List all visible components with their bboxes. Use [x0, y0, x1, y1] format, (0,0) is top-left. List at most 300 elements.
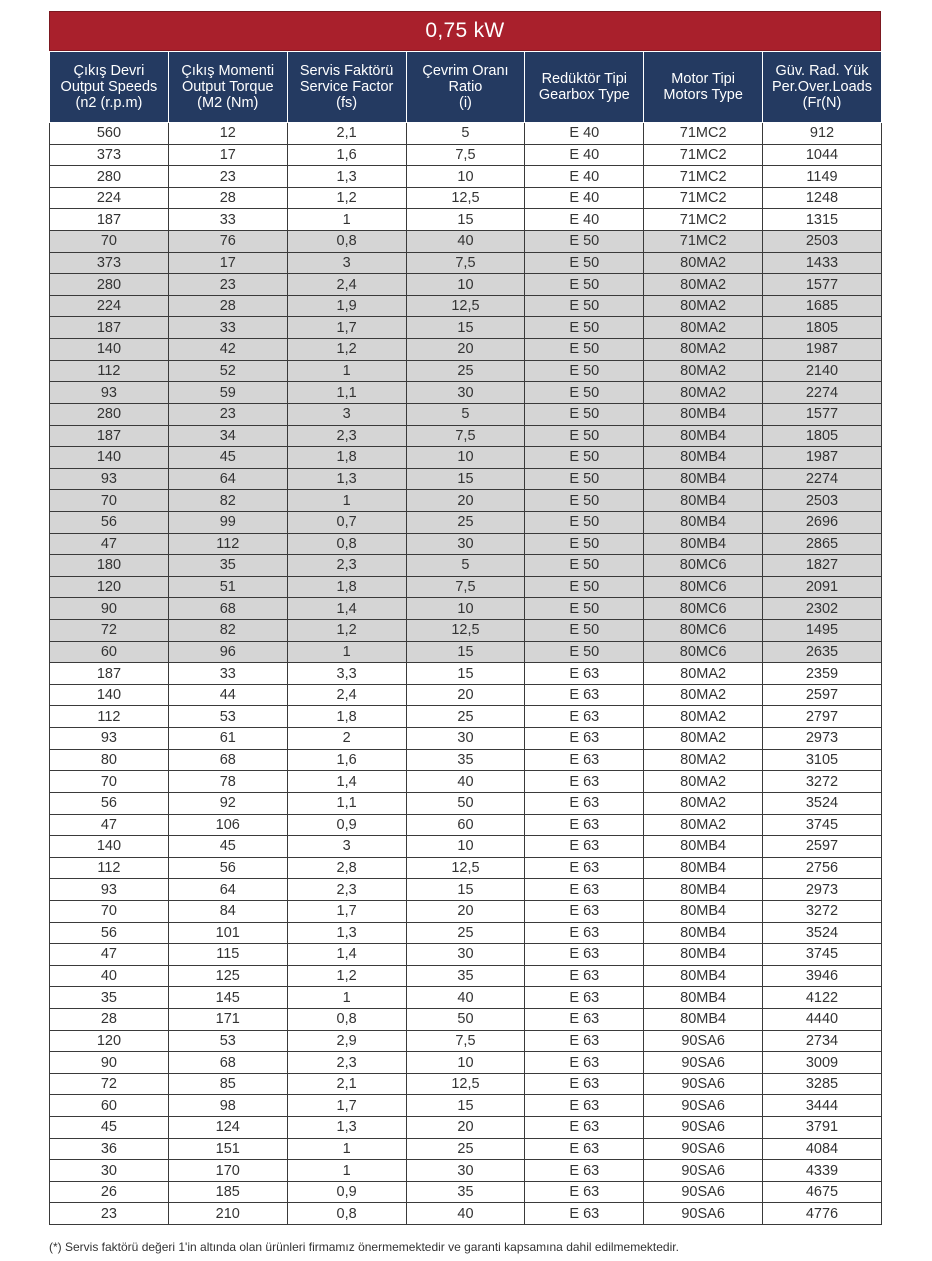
cell-load: 1805 — [763, 425, 882, 447]
cell-motor: 80MB4 — [644, 836, 763, 858]
cell-load: 2597 — [763, 684, 882, 706]
cell-speed: 35 — [50, 987, 169, 1009]
table-row — [50, 490, 882, 512]
cell-gearbox: E 63 — [525, 965, 644, 987]
header-overhung-load: Güv. Rad. Yük Per.Over.Loads (Fr(N) — [763, 52, 882, 123]
cell-gearbox: E 50 — [525, 468, 644, 490]
cell-torque: 85 — [168, 1073, 287, 1095]
cell-motor: 80MB4 — [644, 965, 763, 987]
cell-load: 2597 — [763, 836, 882, 858]
cell-gearbox: E 50 — [525, 317, 644, 339]
cell-ratio: 12,5 — [406, 857, 525, 879]
cell-load: 1577 — [763, 274, 882, 296]
cell-gearbox: E 50 — [525, 295, 644, 317]
cell-motor: 90SA6 — [644, 1052, 763, 1074]
cell-speed: 72 — [50, 620, 169, 642]
cell-motor: 80MC6 — [644, 598, 763, 620]
cell-motor: 80MB4 — [644, 879, 763, 901]
cell-load: 2756 — [763, 857, 882, 879]
cell-load: 1987 — [763, 447, 882, 469]
cell-motor: 80MA2 — [644, 663, 763, 685]
cell-gearbox: E 50 — [525, 641, 644, 663]
table-row — [50, 339, 882, 361]
cell-torque: 61 — [168, 728, 287, 750]
cell-motor: 80MA2 — [644, 360, 763, 382]
table-row — [50, 792, 882, 814]
cell-service-factor: 2,8 — [287, 857, 406, 879]
table-row — [50, 857, 882, 879]
cell-load: 2973 — [763, 879, 882, 901]
cell-ratio: 30 — [406, 1160, 525, 1182]
cell-torque: 17 — [168, 252, 287, 274]
cell-load: 3105 — [763, 749, 882, 771]
cell-torque: 82 — [168, 620, 287, 642]
cell-torque: 53 — [168, 706, 287, 728]
cell-ratio: 15 — [406, 468, 525, 490]
footnote: (*) Servis faktörü değeri 1'in altında olan ürünleri firmamız önermemektedir ve garanti kapsamına dahil edilmemektedir. — [49, 1240, 679, 1254]
cell-ratio: 12,5 — [406, 187, 525, 209]
cell-gearbox: E 50 — [525, 252, 644, 274]
table-row — [50, 836, 882, 858]
cell-torque: 51 — [168, 576, 287, 598]
cell-speed: 60 — [50, 1095, 169, 1117]
cell-ratio: 20 — [406, 490, 525, 512]
cell-ratio: 35 — [406, 749, 525, 771]
cell-ratio: 5 — [406, 123, 525, 145]
cell-service-factor: 2,3 — [287, 425, 406, 447]
cell-load: 3524 — [763, 922, 882, 944]
cell-speed: 187 — [50, 425, 169, 447]
cell-service-factor: 1,8 — [287, 706, 406, 728]
cell-motor: 80MA2 — [644, 382, 763, 404]
cell-speed: 70 — [50, 900, 169, 922]
cell-load: 912 — [763, 123, 882, 145]
cell-gearbox: E 50 — [525, 490, 644, 512]
cell-load: 1685 — [763, 295, 882, 317]
cell-speed: 70 — [50, 771, 169, 793]
cell-service-factor: 3 — [287, 252, 406, 274]
cell-motor: 71MC2 — [644, 231, 763, 253]
cell-torque: 28 — [168, 187, 287, 209]
cell-load: 1149 — [763, 166, 882, 188]
cell-torque: 112 — [168, 533, 287, 555]
table-row — [50, 187, 882, 209]
cell-motor: 80MB4 — [644, 987, 763, 1009]
cell-speed: 280 — [50, 274, 169, 296]
cell-gearbox: E 63 — [525, 987, 644, 1009]
table-row — [50, 684, 882, 706]
cell-service-factor: 2,9 — [287, 1030, 406, 1052]
cell-load: 2140 — [763, 360, 882, 382]
cell-speed: 23 — [50, 1203, 169, 1225]
cell-load: 2091 — [763, 576, 882, 598]
cell-service-factor: 1,4 — [287, 598, 406, 620]
cell-load: 2865 — [763, 533, 882, 555]
cell-load: 2797 — [763, 706, 882, 728]
cell-speed: 47 — [50, 533, 169, 555]
cell-torque: 125 — [168, 965, 287, 987]
cell-load: 1248 — [763, 187, 882, 209]
cell-ratio: 12,5 — [406, 1073, 525, 1095]
cell-ratio: 12,5 — [406, 295, 525, 317]
cell-service-factor: 1,7 — [287, 900, 406, 922]
cell-speed: 40 — [50, 965, 169, 987]
cell-gearbox: E 63 — [525, 836, 644, 858]
cell-service-factor: 2,3 — [287, 879, 406, 901]
table-row — [50, 1095, 882, 1117]
cell-motor: 80MC6 — [644, 555, 763, 577]
cell-ratio: 7,5 — [406, 576, 525, 598]
cell-load: 1433 — [763, 252, 882, 274]
table-row — [50, 1030, 882, 1052]
cell-ratio: 7,5 — [406, 425, 525, 447]
cell-ratio: 25 — [406, 922, 525, 944]
cell-gearbox: E 63 — [525, 706, 644, 728]
table-row — [50, 1203, 882, 1225]
cell-torque: 52 — [168, 360, 287, 382]
cell-service-factor: 1,7 — [287, 1095, 406, 1117]
cell-motor: 80MC6 — [644, 576, 763, 598]
cell-torque: 78 — [168, 771, 287, 793]
table-row — [50, 468, 882, 490]
cell-torque: 64 — [168, 468, 287, 490]
cell-motor: 80MA2 — [644, 317, 763, 339]
cell-torque: 17 — [168, 144, 287, 166]
cell-gearbox: E 50 — [525, 555, 644, 577]
cell-torque: 45 — [168, 447, 287, 469]
cell-torque: 124 — [168, 1117, 287, 1139]
cell-motor: 90SA6 — [644, 1117, 763, 1139]
cell-load: 2734 — [763, 1030, 882, 1052]
cell-service-factor: 1 — [287, 987, 406, 1009]
cell-torque: 68 — [168, 749, 287, 771]
table-row — [50, 447, 882, 469]
spec-table-container — [49, 11, 881, 1225]
cell-ratio: 25 — [406, 360, 525, 382]
table-row — [50, 598, 882, 620]
cell-speed: 112 — [50, 706, 169, 728]
header-gearbox-type: Redüktör Tipi Gearbox Type — [525, 52, 644, 123]
cell-gearbox: E 50 — [525, 511, 644, 533]
cell-torque: 145 — [168, 987, 287, 1009]
cell-service-factor: 0,8 — [287, 533, 406, 555]
cell-load: 1987 — [763, 339, 882, 361]
cell-service-factor: 2 — [287, 728, 406, 750]
table-row — [50, 533, 882, 555]
cell-torque: 101 — [168, 922, 287, 944]
cell-motor: 71MC2 — [644, 187, 763, 209]
header-output-speed: Çıkış Devri Output Speeds (n2 (r.p.m) — [50, 52, 169, 123]
cell-motor: 80MB4 — [644, 857, 763, 879]
cell-gearbox: E 50 — [525, 533, 644, 555]
cell-gearbox: E 40 — [525, 209, 644, 231]
table-row — [50, 922, 882, 944]
cell-motor: 90SA6 — [644, 1138, 763, 1160]
cell-gearbox: E 63 — [525, 771, 644, 793]
cell-torque: 76 — [168, 231, 287, 253]
cell-speed: 56 — [50, 511, 169, 533]
cell-motor: 80MC6 — [644, 620, 763, 642]
cell-gearbox: E 63 — [525, 1203, 644, 1225]
cell-gearbox: E 63 — [525, 1138, 644, 1160]
cell-speed: 28 — [50, 1008, 169, 1030]
cell-speed: 140 — [50, 339, 169, 361]
cell-service-factor: 1 — [287, 1138, 406, 1160]
cell-ratio: 40 — [406, 987, 525, 1009]
cell-torque: 82 — [168, 490, 287, 512]
cell-service-factor: 2,4 — [287, 274, 406, 296]
cell-gearbox: E 63 — [525, 814, 644, 836]
cell-service-factor: 1,7 — [287, 317, 406, 339]
cell-ratio: 50 — [406, 1008, 525, 1030]
cell-ratio: 7,5 — [406, 1030, 525, 1052]
cell-gearbox: E 50 — [525, 339, 644, 361]
cell-load: 2302 — [763, 598, 882, 620]
cell-load: 3272 — [763, 900, 882, 922]
cell-torque: 28 — [168, 295, 287, 317]
cell-gearbox: E 63 — [525, 900, 644, 922]
cell-service-factor: 0,7 — [287, 511, 406, 533]
cell-torque: 23 — [168, 274, 287, 296]
cell-motor: 80MB4 — [644, 511, 763, 533]
cell-service-factor: 1,2 — [287, 339, 406, 361]
cell-service-factor: 0,8 — [287, 1008, 406, 1030]
cell-motor: 80MB4 — [644, 944, 763, 966]
cell-service-factor: 1 — [287, 641, 406, 663]
cell-load: 4440 — [763, 1008, 882, 1030]
cell-service-factor: 1,4 — [287, 771, 406, 793]
cell-gearbox: E 63 — [525, 922, 644, 944]
cell-torque: 115 — [168, 944, 287, 966]
cell-gearbox: E 50 — [525, 360, 644, 382]
cell-service-factor: 1,3 — [287, 922, 406, 944]
cell-motor: 71MC2 — [644, 123, 763, 145]
cell-motor: 80MA2 — [644, 252, 763, 274]
cell-torque: 99 — [168, 511, 287, 533]
cell-motor: 80MB4 — [644, 900, 763, 922]
cell-load: 1827 — [763, 555, 882, 577]
table-row — [50, 1117, 882, 1139]
cell-service-factor: 1,8 — [287, 576, 406, 598]
cell-motor: 80MA2 — [644, 792, 763, 814]
cell-load: 2274 — [763, 468, 882, 490]
cell-ratio: 5 — [406, 403, 525, 425]
cell-service-factor: 1,2 — [287, 965, 406, 987]
cell-motor: 80MB4 — [644, 447, 763, 469]
cell-ratio: 15 — [406, 1095, 525, 1117]
cell-gearbox: E 63 — [525, 1030, 644, 1052]
table-row — [50, 1160, 882, 1182]
cell-speed: 140 — [50, 684, 169, 706]
cell-torque: 23 — [168, 166, 287, 188]
cell-load: 2696 — [763, 511, 882, 533]
cell-ratio: 10 — [406, 1052, 525, 1074]
cell-ratio: 20 — [406, 1117, 525, 1139]
cell-service-factor: 1,1 — [287, 792, 406, 814]
cell-load: 1577 — [763, 403, 882, 425]
cell-ratio: 10 — [406, 166, 525, 188]
table-row — [50, 403, 882, 425]
table-row — [50, 360, 882, 382]
cell-speed: 47 — [50, 814, 169, 836]
table-row — [50, 123, 882, 145]
cell-motor: 90SA6 — [644, 1181, 763, 1203]
cell-speed: 93 — [50, 728, 169, 750]
table-row — [50, 166, 882, 188]
cell-motor: 80MA2 — [644, 339, 763, 361]
cell-torque: 59 — [168, 382, 287, 404]
table-row — [50, 1073, 882, 1095]
cell-ratio: 20 — [406, 339, 525, 361]
cell-gearbox: E 63 — [525, 728, 644, 750]
header-motor-type: Motor Tipi Motors Type — [644, 52, 763, 123]
table-row — [50, 987, 882, 1009]
table-row — [50, 814, 882, 836]
cell-motor: 80MA2 — [644, 749, 763, 771]
cell-motor: 90SA6 — [644, 1030, 763, 1052]
cell-speed: 60 — [50, 641, 169, 663]
table-row — [50, 576, 882, 598]
table-row — [50, 620, 882, 642]
cell-speed: 26 — [50, 1181, 169, 1203]
cell-speed: 47 — [50, 944, 169, 966]
cell-speed: 373 — [50, 144, 169, 166]
table-row — [50, 425, 882, 447]
cell-speed: 280 — [50, 403, 169, 425]
cell-ratio: 60 — [406, 814, 525, 836]
cell-torque: 33 — [168, 663, 287, 685]
cell-torque: 68 — [168, 1052, 287, 1074]
cell-gearbox: E 63 — [525, 1073, 644, 1095]
cell-gearbox: E 50 — [525, 231, 644, 253]
cell-gearbox: E 50 — [525, 382, 644, 404]
cell-motor: 80MA2 — [644, 684, 763, 706]
cell-gearbox: E 40 — [525, 187, 644, 209]
cell-gearbox: E 50 — [525, 274, 644, 296]
header-ratio: Çevrim Oranı Ratio (i) — [406, 52, 525, 123]
table-row — [50, 1138, 882, 1160]
cell-service-factor: 0,8 — [287, 1203, 406, 1225]
cell-torque: 34 — [168, 425, 287, 447]
cell-speed: 140 — [50, 447, 169, 469]
cell-load: 4084 — [763, 1138, 882, 1160]
cell-service-factor: 2,4 — [287, 684, 406, 706]
cell-ratio: 15 — [406, 641, 525, 663]
cell-load: 4122 — [763, 987, 882, 1009]
cell-ratio: 20 — [406, 900, 525, 922]
cell-load: 3444 — [763, 1095, 882, 1117]
cell-ratio: 10 — [406, 836, 525, 858]
cell-load: 3946 — [763, 965, 882, 987]
cell-speed: 112 — [50, 857, 169, 879]
cell-load: 4675 — [763, 1181, 882, 1203]
cell-load: 1044 — [763, 144, 882, 166]
cell-torque: 106 — [168, 814, 287, 836]
cell-torque: 68 — [168, 598, 287, 620]
cell-torque: 44 — [168, 684, 287, 706]
cell-torque: 185 — [168, 1181, 287, 1203]
cell-speed: 56 — [50, 922, 169, 944]
cell-service-factor: 1,8 — [287, 447, 406, 469]
cell-ratio: 25 — [406, 706, 525, 728]
cell-service-factor: 1,6 — [287, 749, 406, 771]
cell-torque: 210 — [168, 1203, 287, 1225]
cell-service-factor: 2,1 — [287, 123, 406, 145]
cell-speed: 140 — [50, 836, 169, 858]
cell-load: 2503 — [763, 490, 882, 512]
cell-motor: 80MB4 — [644, 533, 763, 555]
cell-gearbox: E 50 — [525, 447, 644, 469]
cell-torque: 84 — [168, 900, 287, 922]
cell-motor: 71MC2 — [644, 166, 763, 188]
cell-speed: 93 — [50, 382, 169, 404]
cell-torque: 92 — [168, 792, 287, 814]
cell-gearbox: E 63 — [525, 1095, 644, 1117]
cell-speed: 90 — [50, 1052, 169, 1074]
table-row — [50, 771, 882, 793]
cell-service-factor: 1,6 — [287, 144, 406, 166]
cell-speed: 224 — [50, 187, 169, 209]
table-row — [50, 295, 882, 317]
cell-service-factor: 0,9 — [287, 1181, 406, 1203]
cell-speed: 120 — [50, 1030, 169, 1052]
table-title: 0,75 kW — [49, 11, 881, 51]
table-row — [50, 209, 882, 231]
cell-speed: 70 — [50, 231, 169, 253]
cell-gearbox: E 63 — [525, 792, 644, 814]
table-row — [50, 382, 882, 404]
cell-speed: 45 — [50, 1117, 169, 1139]
header-row — [50, 52, 882, 123]
cell-service-factor: 3 — [287, 403, 406, 425]
cell-ratio: 10 — [406, 598, 525, 620]
cell-torque: 45 — [168, 836, 287, 858]
cell-ratio: 10 — [406, 447, 525, 469]
cell-speed: 560 — [50, 123, 169, 145]
cell-ratio: 30 — [406, 533, 525, 555]
cell-service-factor: 3,3 — [287, 663, 406, 685]
cell-speed: 36 — [50, 1138, 169, 1160]
cell-speed: 80 — [50, 749, 169, 771]
cell-gearbox: E 40 — [525, 166, 644, 188]
cell-ratio: 12,5 — [406, 620, 525, 642]
cell-gearbox: E 40 — [525, 123, 644, 145]
cell-torque: 170 — [168, 1160, 287, 1182]
cell-load: 2274 — [763, 382, 882, 404]
spec-table — [49, 51, 882, 1225]
cell-ratio: 10 — [406, 274, 525, 296]
cell-gearbox: E 63 — [525, 1160, 644, 1182]
cell-motor: 80MB4 — [644, 922, 763, 944]
cell-speed: 93 — [50, 879, 169, 901]
cell-motor: 90SA6 — [644, 1203, 763, 1225]
cell-ratio: 20 — [406, 684, 525, 706]
cell-speed: 93 — [50, 468, 169, 490]
cell-ratio: 25 — [406, 1138, 525, 1160]
header-service-factor: Servis Faktörü Service Factor (fs) — [287, 52, 406, 123]
cell-torque: 64 — [168, 879, 287, 901]
table-row — [50, 274, 882, 296]
table-row — [50, 879, 882, 901]
cell-load: 3745 — [763, 944, 882, 966]
cell-speed: 187 — [50, 209, 169, 231]
cell-motor: 80MA2 — [644, 814, 763, 836]
cell-speed: 112 — [50, 360, 169, 382]
cell-gearbox: E 63 — [525, 879, 644, 901]
cell-service-factor: 2,3 — [287, 555, 406, 577]
cell-torque: 12 — [168, 123, 287, 145]
cell-gearbox: E 50 — [525, 576, 644, 598]
